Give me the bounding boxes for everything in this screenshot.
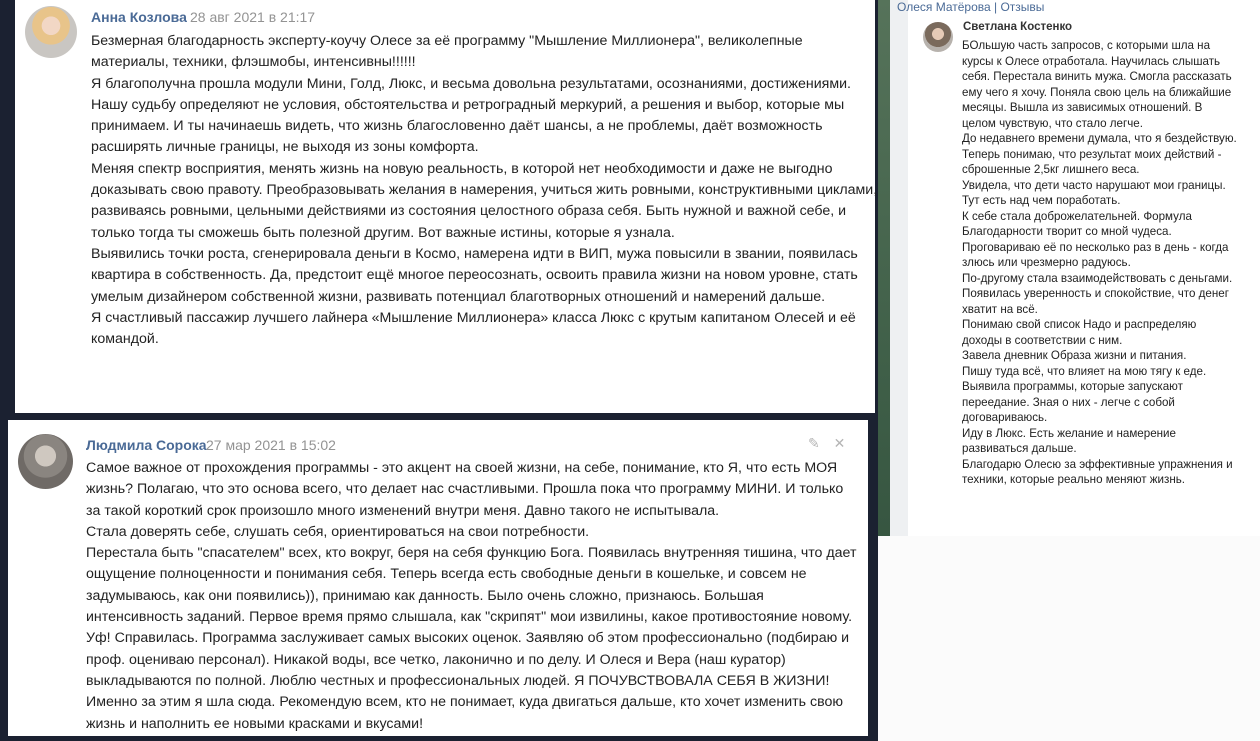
review-card-2 <box>8 420 868 736</box>
review-paragraph: Перестала быть "спасателем" всех, кто вокруг, беря на себя функцию Бога. Появилась внутренняя тишина, что дает ощущение полноценности и понимания себя. Теперь всегда есть свободные деньги в кошельке, и совсем не задумываюсь, как они появились)), принимаю как данность. Было очень сложно, признаюсь. Большая интенсивность заданий. Первое время прямо слышала, как "скрипят" мои извилины, какое противостояние новому. Уф! Справилась. Программа заслуживает самых высоких оценок. Заявляю об этом профессионально (подбираю и проф. оцениваю персонал). Никакой воды, все четко, лаконично и по делу. И Олеся и Вера (наш куратор) выкладываются по полной. Люблю честных и профессиональных людей. Я ПОЧУВСТВОВАЛА СЕБЯ В ЖИЗНИ! Именно за этим я шла сюда. Рекомендую всем, кто не понимает, куда двигаться дальше, кто хочет изменить свою жизнь и наполнить ее новыми красками и вкусами! <box>86 545 857 732</box>
review-author[interactable]: Анна Козлова <box>91 9 187 25</box>
avatar[interactable] <box>18 434 73 489</box>
review-paragraph: По-другому стала взаимодействовать с деньгами. Появилась уверенность и спокойствие, что денег хватит на всё. <box>962 271 1233 316</box>
review-paragraph: Благодарю Олесю за эффективные упражнения и техники, которые реально меняют жизнь. <box>962 457 1233 486</box>
review-paragraph: Нашу судьбу определяют не условия, обстоятельства и ретроградный меркурий, а решения и выбор, которые мы принимаем. И ты начинаешь видеть, что жизнь благословенно даёт шансы, а не проблемы, даёт возможность расширять личные границы, не выходя из зоны комфорта. <box>91 96 845 156</box>
review-paragraph: Выявились точки роста, сгенерировала деньги в Космо, намерена идти в ВИП, мужа повысили в звании, появилась квартира в собственность. Да, предстоит ещё многое переосознать, освоить правила жизни на новом уровне, стать умелым дизайнером собственной жизни, развивать потенциал благотворных отношений и намерений дальше. <box>91 245 858 305</box>
review-actions <box>808 435 845 452</box>
review-date[interactable]: 28 авг 2021 в 21:17 <box>190 9 316 25</box>
close-icon[interactable]: ✕ <box>833 435 846 451</box>
review-text <box>91 31 881 350</box>
right-panel-gap <box>890 0 908 536</box>
avatar[interactable] <box>25 6 77 58</box>
review-paragraph: Понимаю свой список Надо и распределяю доходы в соответствии с ним. <box>962 318 1197 347</box>
review-paragraph: Увидела, что дети часто нарушают мои границы. Тут есть над чем поработать. <box>962 178 1226 207</box>
review-paragraph: К себе стала доброжелательней. Формула Благодарности творит со мной чудеса. <box>962 209 1192 238</box>
review-paragraph: Самое важное от прохождения программы - это акцент на своей жизни, на себе, понимание, кто Я, что есть МОЯ жизнь? Полагаю, что это основа всего, что делает нас счастливыми. Прошла пока что программу МИНИ. И только за такой короткий срок произошло много изменений внутри меня. Давно такого не испытывала. <box>86 460 844 519</box>
review-paragraph: Выявила программы, которые запускают переедание. Зная о них - легче с собой договариваюсь. <box>962 380 1183 424</box>
review-date[interactable]: 27 мар 2021 в 15:02 <box>206 437 336 453</box>
review-paragraph: Иду в Люкс. Есть желание и намерение развиваться дальше. <box>962 426 1176 455</box>
review-text <box>962 38 1237 488</box>
right-panel-bottom <box>878 536 1260 741</box>
avatar[interactable] <box>923 22 953 52</box>
pencil-icon[interactable]: ✎ <box>808 435 820 451</box>
review-paragraph: Завела дневник Образа жизни и питания. <box>962 349 1187 362</box>
review-text <box>86 458 861 735</box>
review-author[interactable]: Людмила Сорока <box>86 437 207 453</box>
review-paragraph: Проговариваю её по несколько раз в день - когда злюсь или чрезмерно радуюсь. <box>962 240 1229 269</box>
review-paragraph: Стала доверять себе, слушать себя, ориентироваться на свои потребности. <box>86 523 590 540</box>
review-card-1 <box>15 0 878 413</box>
group-title[interactable]: Олеся Матёрова | Отзывы <box>897 0 1045 14</box>
review-paragraph: Безмерная благодарность эксперту-коучу Олесе за её программу "Мышление Миллионера", великолепные материалы, техники, флэшмобы, интенсивны!!!!!! <box>91 33 803 71</box>
review-paragraph: До недавнего времени думала, что я бездействую. Теперь понимаю, что результат моих действий - сброшенные 2,5кг лишнего веса. <box>962 132 1237 176</box>
review-paragraph: Я благополучна прошла модули Мини, Голд, Люкс, и весьма довольна результатами, осознаниями, достижениями. <box>91 75 851 92</box>
review-paragraph: Меняя спектр восприятия, менять жизнь на новую реальность, в которой нет необходимости и даже не выгодно доказывать свою правоту. Преобразовывать желания в намерения, учиться жить ровными, конструктивными циклами, развиваясь ровными, цельными действиями из состояния целостного образа себя. Быть нужной и важной себе, и только тогда ты сможешь быть полезной другим. Вот важные истины, которые я узнала. <box>91 160 878 241</box>
review-paragraph: Пишу туда всё, что влияет на мою тягу к еде. <box>962 364 1207 378</box>
review-paragraph: БОльшую часть запросов, с которыми шла на курсы к Олесе отработала. Научилась слышать себя. Перестала винить мужа. Смогла рассказать ему чего я хочу. Поняла свою цель на ближайшие месяцы. Вышла из зависимых отношений. В целом чувствую, что стало легче. <box>962 39 1232 130</box>
review-paragraph: Я счастливый пассажир лучшего лайнера «Мышление Миллионера» класса Люкс с крутым капитаном Олесей и её командой. <box>91 309 856 348</box>
review-author[interactable]: Светлана Костенко <box>963 21 1073 33</box>
